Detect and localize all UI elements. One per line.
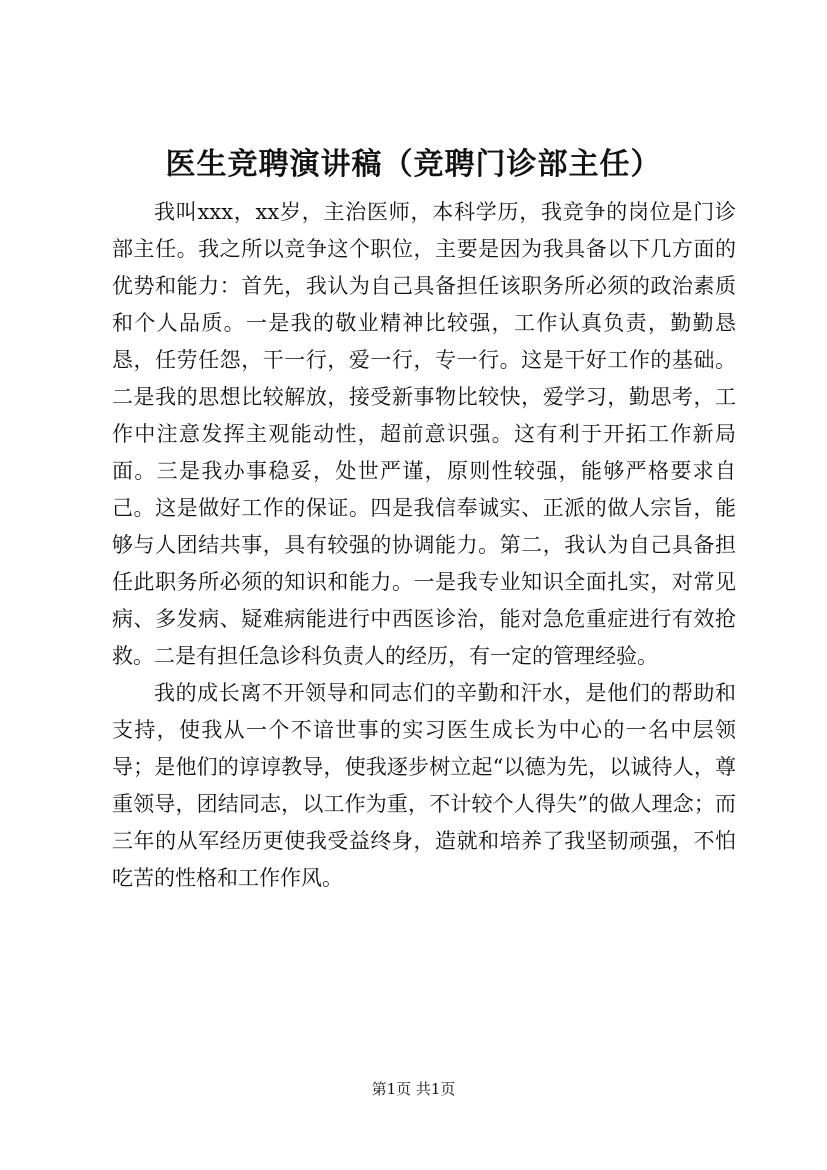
document-body — [112, 194, 736, 897]
paragraph-1: 我叫xxx，xx岁，主治医师，本科学历，我竞争的岗位是门诊部主任。我之所以竞争这个职位，主要是因为我具备以下几方面的优势和能力：首先，我认为自己具备担任该职务所必须的政治素质和个人品质。一是我的敬业精神比较强，工作认真负责，勤勤恳恳，任劳任怨，干一行，爱一行，专一行。这是干好工作的基础。二是我的思想比较解放，接受新事物比较快，爱学习，勤思考，工作中注意发挥主观能动性，超前意识强。这有利于开拓工作新局面。三是我办事稳妥，处世严谨，原则性较强，能够严格要求自己。这是做好工作的保证。四是我信奉诚实、正派的做人宗旨，能够与人团结共事，具有较强的协调能力。第二，我认为自己具备担任此职务所必须的知识和能力。一是我专业知识全面扎实，对常见病、多发病、疑难病能进行中西医诊治，能对急危重症进行有效抢救。二是有担任急诊科负责人的经历，有一定的管理经验。 — [112, 200, 736, 668]
document-title: 医生竞聘演讲稿（竞聘门诊部主任） — [165, 147, 662, 182]
page-footer: 第1页 共1页 — [371, 1080, 456, 1098]
paragraph-2: 我的成长离不开领导和同志们的辛勤和汗水，是他们的帮助和支持，使我从一个不谙世事的实习医生成长为中心的一名中层领导；是他们的谆谆教导，使我逐步树立起“以德为先，以诚待人，尊重领导，团结同志，以工作为重，不计较个人得失”的做人理念；而三年的从军经历更使我受益终身，造就和培养了我坚韧顽强，不怕吃苦的性格和工作作风。 — [112, 681, 736, 890]
